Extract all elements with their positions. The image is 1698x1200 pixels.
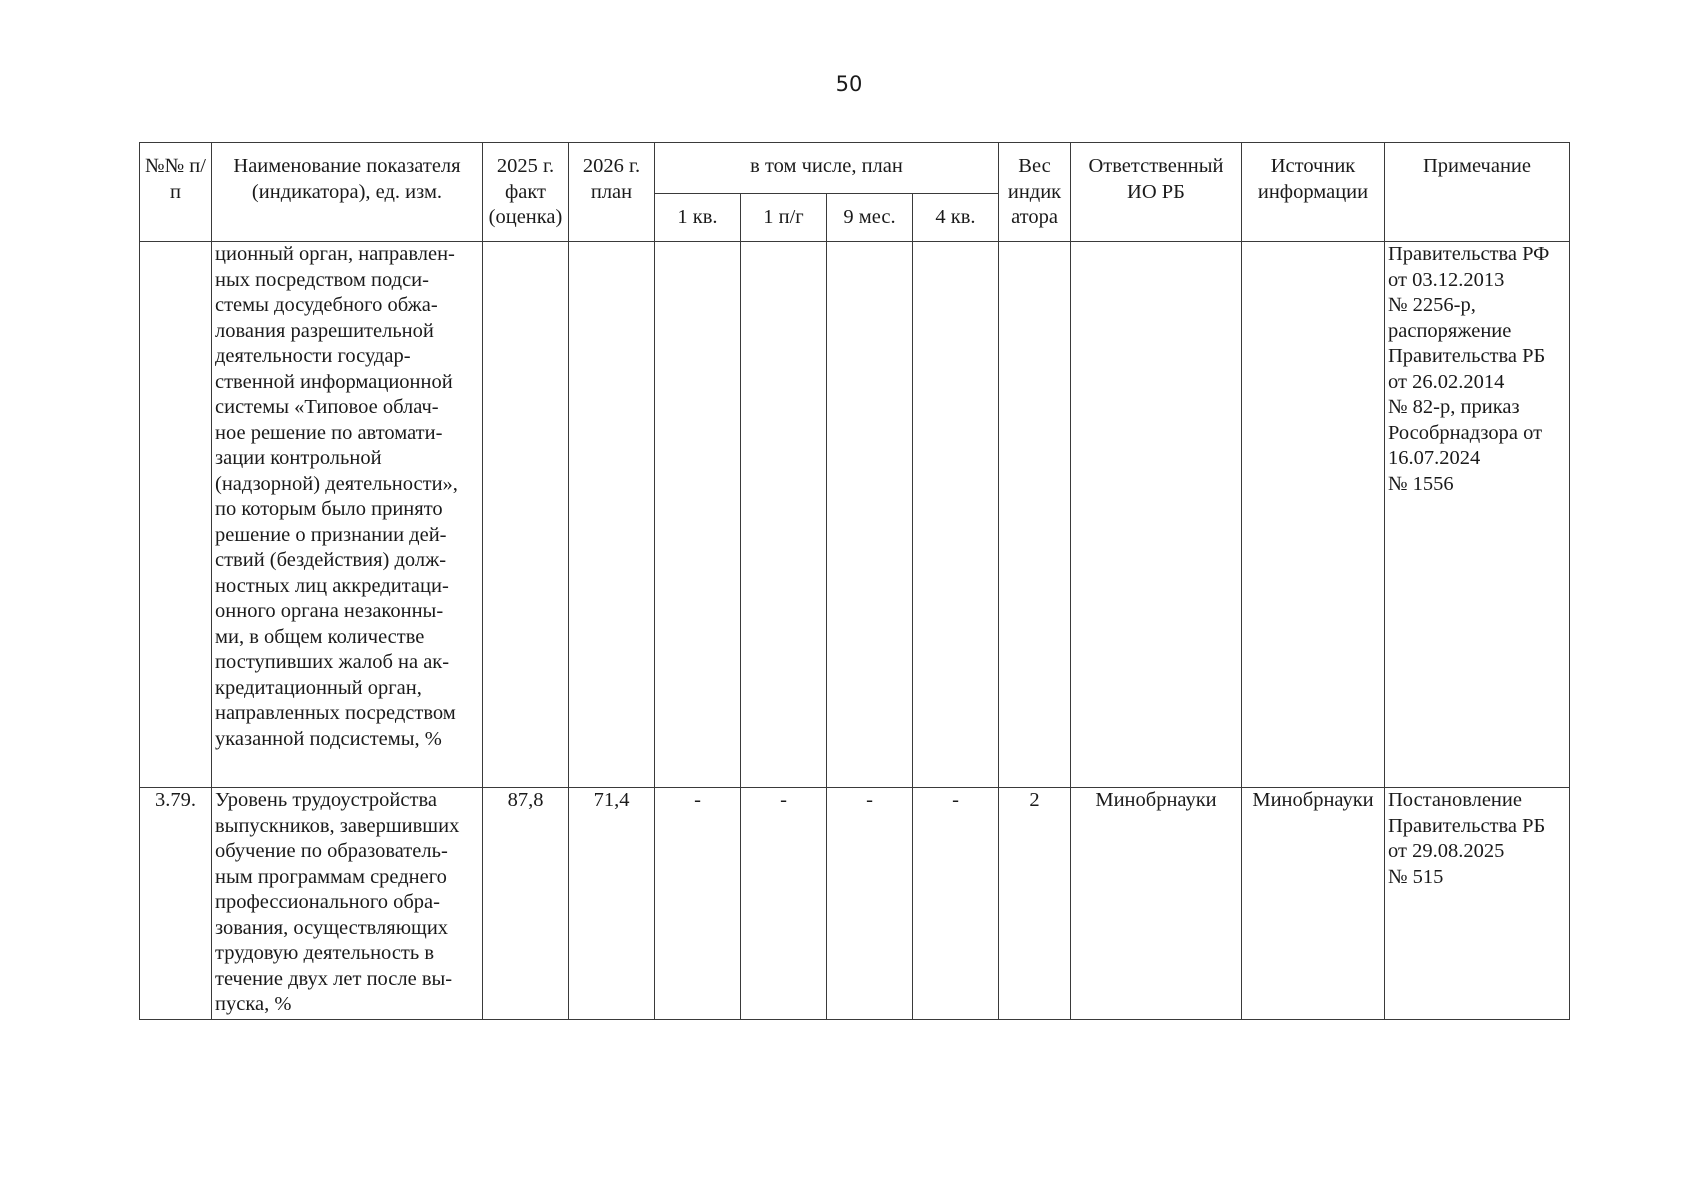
header-plan-2026-line: 2026 г. — [582, 155, 641, 177]
name-line: ное решение по автомати- — [215, 421, 443, 444]
note-line: Постановление — [1388, 789, 1522, 811]
header-9m: 9 мес. — [827, 194, 913, 242]
header-plan-2026-line: план — [590, 180, 633, 203]
header-source-line: Источник — [1270, 155, 1356, 177]
header-responsible-line: Ответственный — [1088, 155, 1224, 177]
name-line: онного органа незаконны- — [215, 600, 444, 622]
cell-num: 3.79. — [140, 788, 212, 1020]
name-line: зования, осуществляющих — [215, 916, 449, 939]
cell-num — [140, 242, 212, 788]
cell-weight — [999, 242, 1071, 788]
header-weight-line: атора — [1011, 206, 1058, 228]
cell-name — [212, 242, 483, 788]
header-weight-line: Вес — [1018, 155, 1051, 177]
header-weight — [999, 143, 1071, 242]
name-line: лования разрешительной — [215, 319, 434, 342]
name-line: течение двух лет после вы- — [215, 967, 453, 990]
header-q1: 1 кв. — [655, 194, 741, 242]
cell-9m: - — [827, 788, 913, 1020]
name-line: трудовую деятельность в — [215, 942, 435, 964]
name-line: ционный орган, направлен- — [215, 243, 455, 265]
header-responsible — [1071, 143, 1242, 242]
note-line: № 515 — [1388, 865, 1444, 888]
note-line: Рособрнадзора от — [1388, 421, 1543, 444]
note-line: № 2256-р, — [1388, 294, 1476, 316]
name-line: выпускников, завершивших — [215, 814, 460, 837]
note-line: от 03.12.2013 — [1388, 268, 1505, 291]
table-body — [140, 242, 1570, 1020]
cell-plan-2026: 71,4 — [569, 788, 655, 1020]
name-line: поступивших жалоб на ак- — [215, 651, 450, 673]
header-fact-2025-line: (оценка) — [488, 206, 563, 228]
note-line: Правительства РБ — [1388, 345, 1546, 367]
note-line: от 26.02.2014 — [1388, 370, 1505, 393]
cell-name — [212, 788, 483, 1020]
header-fact-2025-line: факт — [504, 180, 547, 203]
header-plan-2026 — [569, 143, 655, 242]
note-line: Правительства РБ — [1388, 814, 1546, 837]
page-number: 50 — [835, 72, 863, 96]
name-line: ственной информационной — [215, 370, 453, 393]
note-line: № 1556 — [1388, 472, 1454, 495]
note-line: от 29.08.2025 — [1388, 840, 1505, 862]
name-line: зации контрольной — [215, 447, 382, 469]
name-line: кредитационный орган, — [215, 676, 422, 699]
header-source — [1242, 143, 1385, 242]
name-line: Уровень трудоустройства — [215, 789, 437, 811]
name-line: стемы досудебного обжа- — [215, 294, 438, 316]
table-row — [140, 788, 1570, 1020]
name-line: направленных посредством — [215, 702, 456, 724]
name-line: ствий (бездействия) долж- — [215, 549, 447, 571]
cell-fact-2025 — [483, 242, 569, 788]
cell-h1 — [741, 242, 827, 788]
cell-responsible — [1071, 242, 1242, 788]
cell-fact-2025: 87,8 — [483, 788, 569, 1020]
name-line: ным программам среднего — [215, 865, 447, 888]
header-note: Примечание — [1385, 143, 1570, 242]
note-line: Правительства РФ — [1388, 243, 1550, 265]
note-line: распоряжение — [1388, 319, 1512, 342]
header-name: Наименование показателя (индикатора), ед. изм. — [212, 143, 483, 242]
name-line: по которым было принято — [215, 498, 443, 520]
cell-note — [1385, 242, 1570, 788]
name-line: (надзорной) деятельности», — [215, 472, 458, 495]
table-row — [140, 242, 1570, 788]
name-line: системы «Типовое облач- — [215, 396, 439, 418]
cell-h1: - — [741, 788, 827, 1020]
name-line: ностных лиц аккредитаци- — [215, 574, 449, 597]
header-fact-2025 — [483, 143, 569, 242]
name-line: профессионального обра- — [215, 891, 440, 913]
cell-responsible: Минобрнауки — [1071, 788, 1242, 1020]
cell-weight: 2 — [999, 788, 1071, 1020]
cell-q4 — [913, 242, 999, 788]
note-line: № 82-р, приказ — [1388, 396, 1520, 418]
indicators-table — [139, 142, 1570, 1020]
table-header — [140, 143, 1570, 242]
note-line: 16.07.2024 — [1388, 447, 1481, 469]
cell-note — [1385, 788, 1570, 1020]
name-line: ных посредством подси- — [215, 268, 429, 291]
header-source-line: информации — [1257, 180, 1369, 203]
cell-9m — [827, 242, 913, 788]
cell-q1: - — [655, 788, 741, 1020]
header-incl-plan: в том числе, план — [655, 143, 999, 194]
header-q4: 4 кв. — [913, 194, 999, 242]
name-line: ми, в общем количестве — [215, 625, 425, 648]
name-line: деятельности государ- — [215, 345, 411, 367]
header-row-top — [140, 143, 1570, 194]
header-fact-2025-line: 2025 г. — [496, 155, 555, 177]
cell-q4: - — [913, 788, 999, 1020]
name-line: указанной подсистемы, % — [215, 727, 442, 750]
cell-plan-2026 — [569, 242, 655, 788]
header-responsible-line: ИО РБ — [1127, 180, 1185, 203]
cell-q1 — [655, 242, 741, 788]
name-line: пуска, % — [215, 993, 292, 1015]
cell-source: Минобрнауки — [1242, 788, 1385, 1020]
cell-source — [1242, 242, 1385, 788]
header-weight-line: индик — [1007, 180, 1062, 203]
name-line: решение о признании дей- — [215, 523, 447, 546]
header-h1: 1 п/г — [741, 194, 827, 242]
name-line: обучение по образователь- — [215, 840, 448, 862]
header-num: №№ п/п — [140, 143, 212, 242]
